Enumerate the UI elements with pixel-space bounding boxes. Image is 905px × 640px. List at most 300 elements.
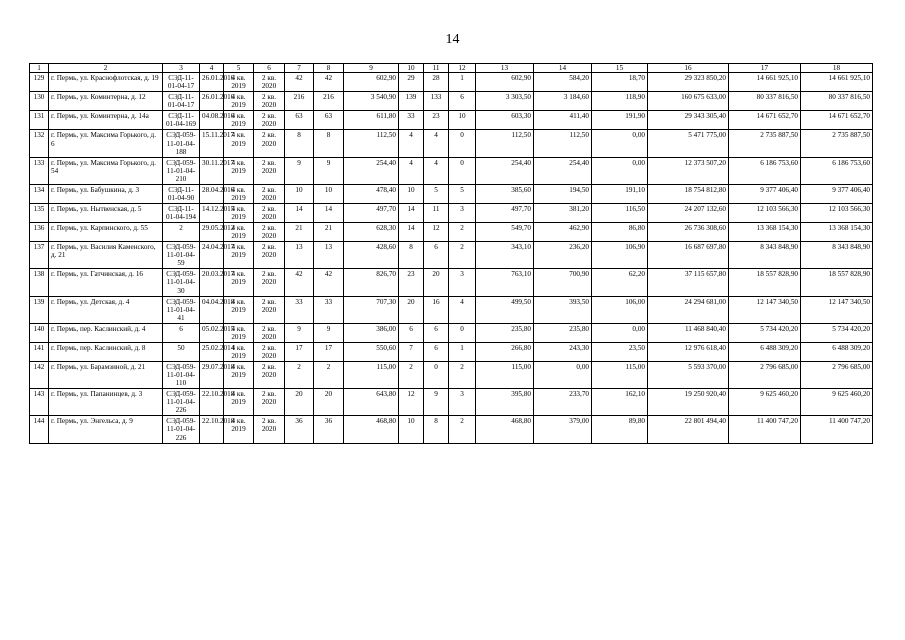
- rooms-private-cell: 28: [424, 73, 449, 92]
- area-resettled-cell: 266,80: [476, 342, 534, 361]
- table-row: [30, 296, 873, 323]
- area-private-cell: 112,50: [534, 130, 592, 157]
- total-area-cell: 707,30: [344, 296, 399, 323]
- total-area-cell: 386,00: [344, 323, 399, 342]
- table-row: [30, 362, 873, 389]
- rooms-total-cell: 29: [399, 73, 424, 92]
- cost-budget-cell: 2 796 685,00: [801, 362, 873, 389]
- area-private-cell: 411,40: [534, 111, 592, 130]
- residents-resettled-cell: 14: [314, 203, 344, 222]
- actual-resettlement-cell: 2 кв. 2020: [254, 157, 285, 184]
- area-private-cell: 379,00: [534, 416, 592, 443]
- rooms-private-cell: 9: [424, 389, 449, 416]
- rooms-total-cell: 14: [399, 203, 424, 222]
- cost-fund-cell: 13 368 154,30: [729, 223, 801, 242]
- table-row: [30, 342, 873, 361]
- document-number-cell: СЭД-11-01-04-169: [163, 111, 200, 130]
- row-number-cell: 129: [30, 73, 49, 92]
- column-number-cell: 9: [344, 64, 399, 73]
- cost-fund-cell: 11 400 747,20: [729, 416, 801, 443]
- rooms-private-cell: 4: [424, 157, 449, 184]
- residents-count-cell: 10: [285, 184, 314, 203]
- table-row: [30, 184, 873, 203]
- document-date-cell: 30.11.2017: [200, 157, 224, 184]
- actual-resettlement-cell: 2 кв. 2020: [254, 130, 285, 157]
- rooms-municipal-cell: 3: [449, 389, 476, 416]
- document-date-cell: 22.10.2018: [200, 416, 224, 443]
- address-cell: г. Пермь, пер. Каслинский, д. 8: [49, 342, 163, 361]
- residents-resettled-cell: 20: [314, 389, 344, 416]
- table-row: [30, 92, 873, 111]
- area-private-cell: 381,20: [534, 203, 592, 222]
- cost-total-cell: 37 115 657,80: [648, 269, 729, 296]
- cost-budget-cell: 6 488 309,20: [801, 342, 873, 361]
- area-resettled-cell: 115,00: [476, 362, 534, 389]
- document-date-cell: 04.04.2018: [200, 296, 224, 323]
- cost-fund-cell: 2 796 685,00: [729, 362, 801, 389]
- area-private-cell: 584,20: [534, 73, 592, 92]
- row-number-cell: 139: [30, 296, 49, 323]
- planned-resettlement-cell: 4 кв. 2019: [224, 223, 254, 242]
- row-number-cell: 130: [30, 92, 49, 111]
- row-number-cell: 142: [30, 362, 49, 389]
- document-number-cell: СЭД-059-11-01-04-59: [163, 242, 200, 269]
- rooms-total-cell: 23: [399, 269, 424, 296]
- rooms-municipal-cell: 3: [449, 269, 476, 296]
- residents-resettled-cell: 8: [314, 130, 344, 157]
- table-row: [30, 73, 873, 92]
- area-private-cell: 462,90: [534, 223, 592, 242]
- planned-resettlement-cell: 4 кв. 2019: [224, 92, 254, 111]
- table-row: [30, 416, 873, 443]
- residents-count-cell: 33: [285, 296, 314, 323]
- document-number-cell: СЭД-11-01-04-90: [163, 184, 200, 203]
- rooms-municipal-cell: 10: [449, 111, 476, 130]
- area-resettled-cell: 343,10: [476, 242, 534, 269]
- actual-resettlement-cell: 2 кв. 2020: [254, 111, 285, 130]
- residents-count-cell: 21: [285, 223, 314, 242]
- residents-count-cell: 13: [285, 242, 314, 269]
- column-number-cell: 2: [49, 64, 163, 73]
- residents-count-cell: 9: [285, 157, 314, 184]
- row-number-cell: 134: [30, 184, 49, 203]
- address-cell: г. Пермь, ул. Барамзиной, д. 21: [49, 362, 163, 389]
- area-municipal-cell: 191,90: [592, 111, 648, 130]
- rooms-total-cell: 10: [399, 416, 424, 443]
- area-municipal-cell: 0,00: [592, 157, 648, 184]
- document-number-cell: 2: [163, 223, 200, 242]
- rooms-municipal-cell: 0: [449, 323, 476, 342]
- rooms-total-cell: 20: [399, 296, 424, 323]
- register-table: [29, 63, 873, 444]
- address-cell: г. Пермь, ул. Нытвенская, д. 5: [49, 203, 163, 222]
- rooms-private-cell: 12: [424, 223, 449, 242]
- actual-resettlement-cell: 2 кв. 2020: [254, 342, 285, 361]
- table-row: [30, 223, 873, 242]
- cost-budget-cell: 6 186 753,60: [801, 157, 873, 184]
- total-area-cell: 3 540,90: [344, 92, 399, 111]
- planned-resettlement-cell: 4 кв. 2019: [224, 362, 254, 389]
- rooms-private-cell: 6: [424, 342, 449, 361]
- column-number-cell: 13: [476, 64, 534, 73]
- table-row: [30, 242, 873, 269]
- column-number-cell: 8: [314, 64, 344, 73]
- rooms-total-cell: 33: [399, 111, 424, 130]
- cost-fund-cell: 6 186 753,60: [729, 157, 801, 184]
- document-date-cell: 26.01.2016: [200, 92, 224, 111]
- actual-resettlement-cell: 2 кв. 2020: [254, 416, 285, 443]
- row-number-cell: 140: [30, 323, 49, 342]
- total-area-cell: 112,50: [344, 130, 399, 157]
- rooms-private-cell: 0: [424, 362, 449, 389]
- address-cell: г. Пермь, ул. Энгельса, д. 9: [49, 416, 163, 443]
- row-number-cell: 131: [30, 111, 49, 130]
- area-resettled-cell: 602,90: [476, 73, 534, 92]
- actual-resettlement-cell: 2 кв. 2020: [254, 242, 285, 269]
- planned-resettlement-cell: 4 кв. 2019: [224, 184, 254, 203]
- row-number-cell: 136: [30, 223, 49, 242]
- rooms-private-cell: 20: [424, 269, 449, 296]
- rooms-municipal-cell: 2: [449, 416, 476, 443]
- residents-count-cell: 8: [285, 130, 314, 157]
- row-number-cell: 141: [30, 342, 49, 361]
- area-resettled-cell: 395,80: [476, 389, 534, 416]
- residents-count-cell: 14: [285, 203, 314, 222]
- actual-resettlement-cell: 2 кв. 2020: [254, 92, 285, 111]
- area-municipal-cell: 162,10: [592, 389, 648, 416]
- address-cell: г. Пермь, ул. Детская, д. 4: [49, 296, 163, 323]
- residents-resettled-cell: 2: [314, 362, 344, 389]
- column-number-cell: 1: [30, 64, 49, 73]
- rooms-total-cell: 10: [399, 184, 424, 203]
- actual-resettlement-cell: 2 кв. 2020: [254, 269, 285, 296]
- area-municipal-cell: 89,80: [592, 416, 648, 443]
- area-municipal-cell: 191,10: [592, 184, 648, 203]
- planned-resettlement-cell: 4 кв. 2019: [224, 389, 254, 416]
- total-area-cell: 602,90: [344, 73, 399, 92]
- address-cell: г. Пермь, ул. Василия Каменского, д. 21: [49, 242, 163, 269]
- cost-budget-cell: 5 734 420,20: [801, 323, 873, 342]
- area-municipal-cell: 118,90: [592, 92, 648, 111]
- address-cell: г. Пермь, ул. Карпинского, д. 55: [49, 223, 163, 242]
- rooms-municipal-cell: 6: [449, 92, 476, 111]
- rooms-private-cell: 16: [424, 296, 449, 323]
- area-private-cell: 0,00: [534, 362, 592, 389]
- address-cell: г. Пермь, ул. Краснофлотская, д. 19: [49, 73, 163, 92]
- total-area-cell: 628,30: [344, 223, 399, 242]
- residents-count-cell: 20: [285, 389, 314, 416]
- column-number-cell: 14: [534, 64, 592, 73]
- column-number-cell: 16: [648, 64, 729, 73]
- residents-count-cell: 17: [285, 342, 314, 361]
- area-private-cell: 254,40: [534, 157, 592, 184]
- residents-count-cell: 2: [285, 362, 314, 389]
- column-number-cell: 4: [200, 64, 224, 73]
- cost-fund-cell: 14 661 925,10: [729, 73, 801, 92]
- area-resettled-cell: 385,60: [476, 184, 534, 203]
- rooms-municipal-cell: 1: [449, 73, 476, 92]
- planned-resettlement-cell: 4 кв. 2019: [224, 323, 254, 342]
- cost-fund-cell: 9 625 460,20: [729, 389, 801, 416]
- column-number-cell: 10: [399, 64, 424, 73]
- total-area-cell: 643,80: [344, 389, 399, 416]
- rooms-total-cell: 2: [399, 362, 424, 389]
- total-area-cell: 478,40: [344, 184, 399, 203]
- cost-total-cell: 18 754 812,80: [648, 184, 729, 203]
- rooms-total-cell: 8: [399, 242, 424, 269]
- row-number-cell: 137: [30, 242, 49, 269]
- residents-resettled-cell: 21: [314, 223, 344, 242]
- rooms-municipal-cell: 2: [449, 362, 476, 389]
- table-row: [30, 130, 873, 157]
- residents-resettled-cell: 36: [314, 416, 344, 443]
- cost-fund-cell: 6 488 309,20: [729, 342, 801, 361]
- area-private-cell: 3 184,60: [534, 92, 592, 111]
- area-private-cell: 236,20: [534, 242, 592, 269]
- cost-total-cell: 16 687 697,80: [648, 242, 729, 269]
- actual-resettlement-cell: 2 кв. 2020: [254, 389, 285, 416]
- cost-fund-cell: 9 377 406,40: [729, 184, 801, 203]
- planned-resettlement-cell: 4 кв. 2019: [224, 296, 254, 323]
- cost-fund-cell: 8 343 848,90: [729, 242, 801, 269]
- table-row: [30, 111, 873, 130]
- rooms-municipal-cell: 4: [449, 296, 476, 323]
- cost-fund-cell: 12 103 566,30: [729, 203, 801, 222]
- residents-count-cell: 63: [285, 111, 314, 130]
- row-number-cell: 144: [30, 416, 49, 443]
- rooms-total-cell: 7: [399, 342, 424, 361]
- total-area-cell: 254,40: [344, 157, 399, 184]
- planned-resettlement-cell: 4 кв. 2019: [224, 416, 254, 443]
- residents-resettled-cell: 17: [314, 342, 344, 361]
- total-area-cell: 497,70: [344, 203, 399, 222]
- rooms-municipal-cell: 1: [449, 342, 476, 361]
- residents-resettled-cell: 42: [314, 73, 344, 92]
- planned-resettlement-cell: 4 кв. 2019: [224, 203, 254, 222]
- document-date-cell: 28.04.2016: [200, 184, 224, 203]
- area-resettled-cell: 3 303,50: [476, 92, 534, 111]
- address-cell: г. Пермь, пер. Каслинский, д. 4: [49, 323, 163, 342]
- area-private-cell: 393,50: [534, 296, 592, 323]
- area-resettled-cell: 549,70: [476, 223, 534, 242]
- cost-fund-cell: 12 147 340,50: [729, 296, 801, 323]
- document-number-cell: СЭД-059-11-01-04-41: [163, 296, 200, 323]
- actual-resettlement-cell: 2 кв. 2020: [254, 223, 285, 242]
- residents-resettled-cell: 42: [314, 269, 344, 296]
- area-private-cell: 243,30: [534, 342, 592, 361]
- total-area-cell: 550,60: [344, 342, 399, 361]
- document-date-cell: 05.02.2015: [200, 323, 224, 342]
- planned-resettlement-cell: 4 кв. 2019: [224, 242, 254, 269]
- residents-resettled-cell: 9: [314, 157, 344, 184]
- residents-resettled-cell: 9: [314, 323, 344, 342]
- document-date-cell: 04.08.2016: [200, 111, 224, 130]
- total-area-cell: 428,60: [344, 242, 399, 269]
- area-municipal-cell: 116,50: [592, 203, 648, 222]
- actual-resettlement-cell: 2 кв. 2020: [254, 296, 285, 323]
- document-number-cell: 6: [163, 323, 200, 342]
- cost-budget-cell: 18 557 828,90: [801, 269, 873, 296]
- residents-resettled-cell: 63: [314, 111, 344, 130]
- area-municipal-cell: 18,70: [592, 73, 648, 92]
- table-row: [30, 389, 873, 416]
- address-cell: г. Пермь, ул. Максима Горького, д. 54: [49, 157, 163, 184]
- row-number-cell: 133: [30, 157, 49, 184]
- rooms-private-cell: 4: [424, 130, 449, 157]
- cost-budget-cell: 8 343 848,90: [801, 242, 873, 269]
- area-resettled-cell: 254,40: [476, 157, 534, 184]
- residents-count-cell: 42: [285, 269, 314, 296]
- document-date-cell: 29.07.2018: [200, 362, 224, 389]
- cost-total-cell: 19 250 920,40: [648, 389, 729, 416]
- residents-resettled-cell: 13: [314, 242, 344, 269]
- column-number-cell: 5: [224, 64, 254, 73]
- address-cell: г. Пермь, ул. Коминтерна, д. 12: [49, 92, 163, 111]
- rooms-private-cell: 133: [424, 92, 449, 111]
- area-resettled-cell: 763,10: [476, 269, 534, 296]
- rooms-private-cell: 23: [424, 111, 449, 130]
- document-number-cell: СЭД-11-01-04-194: [163, 203, 200, 222]
- area-private-cell: 235,80: [534, 323, 592, 342]
- document-date-cell: 22.10.2018: [200, 389, 224, 416]
- actual-resettlement-cell: 2 кв. 2020: [254, 73, 285, 92]
- rooms-total-cell: 14: [399, 223, 424, 242]
- area-private-cell: 700,90: [534, 269, 592, 296]
- cost-budget-cell: 13 368 154,30: [801, 223, 873, 242]
- total-area-cell: 468,80: [344, 416, 399, 443]
- rooms-total-cell: 12: [399, 389, 424, 416]
- area-resettled-cell: 603,30: [476, 111, 534, 130]
- area-resettled-cell: 497,70: [476, 203, 534, 222]
- cost-total-cell: 29 343 305,40: [648, 111, 729, 130]
- cost-total-cell: 12 373 507,20: [648, 157, 729, 184]
- document-number-cell: СЭД-059-11-01-04-226: [163, 389, 200, 416]
- cost-fund-cell: 2 735 887,50: [729, 130, 801, 157]
- cost-total-cell: 26 736 308,60: [648, 223, 729, 242]
- area-private-cell: 233,70: [534, 389, 592, 416]
- document-number-cell: СЭД-11-01-04-17: [163, 73, 200, 92]
- area-municipal-cell: 62,20: [592, 269, 648, 296]
- cost-fund-cell: 5 734 420,20: [729, 323, 801, 342]
- rooms-private-cell: 5: [424, 184, 449, 203]
- area-municipal-cell: 106,90: [592, 242, 648, 269]
- table-row: [30, 203, 873, 222]
- residents-count-cell: 216: [285, 92, 314, 111]
- rooms-municipal-cell: 2: [449, 223, 476, 242]
- column-number-cell: 3: [163, 64, 200, 73]
- document-number-cell: СЭД-11-01-04-17: [163, 92, 200, 111]
- area-private-cell: 194,50: [534, 184, 592, 203]
- area-resettled-cell: 468,80: [476, 416, 534, 443]
- column-number-cell: 15: [592, 64, 648, 73]
- actual-resettlement-cell: 2 кв. 2020: [254, 203, 285, 222]
- rooms-municipal-cell: 0: [449, 130, 476, 157]
- column-number-cell: 17: [729, 64, 801, 73]
- cost-total-cell: 160 675 633,00: [648, 92, 729, 111]
- residents-count-cell: 9: [285, 323, 314, 342]
- document-date-cell: 14.12.2015: [200, 203, 224, 222]
- rooms-private-cell: 6: [424, 323, 449, 342]
- document-number-cell: СЭД-059-11-01-04-30: [163, 269, 200, 296]
- row-number-cell: 143: [30, 389, 49, 416]
- cost-budget-cell: 9 377 406,40: [801, 184, 873, 203]
- cost-fund-cell: 14 671 652,70: [729, 111, 801, 130]
- document-date-cell: 24.04.2017: [200, 242, 224, 269]
- planned-resettlement-cell: 4 кв. 2019: [224, 269, 254, 296]
- cost-budget-cell: 14 661 925,10: [801, 73, 873, 92]
- document-date-cell: 29.05.2012: [200, 223, 224, 242]
- planned-resettlement-cell: 4 кв. 2019: [224, 157, 254, 184]
- table-row: [30, 157, 873, 184]
- rooms-municipal-cell: 2: [449, 242, 476, 269]
- cost-total-cell: 12 976 618,40: [648, 342, 729, 361]
- residents-resettled-cell: 33: [314, 296, 344, 323]
- column-number-cell: 11: [424, 64, 449, 73]
- cost-budget-cell: 9 625 460,20: [801, 389, 873, 416]
- residents-resettled-cell: 10: [314, 184, 344, 203]
- rooms-private-cell: 8: [424, 416, 449, 443]
- cost-fund-cell: 80 337 816,50: [729, 92, 801, 111]
- residents-resettled-cell: 216: [314, 92, 344, 111]
- rooms-total-cell: 4: [399, 157, 424, 184]
- planned-resettlement-cell: 4 кв. 2019: [224, 111, 254, 130]
- area-municipal-cell: 0,00: [592, 130, 648, 157]
- area-municipal-cell: 106,00: [592, 296, 648, 323]
- row-number-cell: 138: [30, 269, 49, 296]
- rooms-municipal-cell: 0: [449, 157, 476, 184]
- planned-resettlement-cell: 4 кв. 2019: [224, 342, 254, 361]
- column-number-cell: 7: [285, 64, 314, 73]
- document-number-cell: СЭД-059-11-01-04-110: [163, 362, 200, 389]
- document-number-cell: СЭД-059-11-01-04-210: [163, 157, 200, 184]
- area-municipal-cell: 0,00: [592, 323, 648, 342]
- document-date-cell: 20.03.2017: [200, 269, 224, 296]
- total-area-cell: 826,70: [344, 269, 399, 296]
- cost-budget-cell: 80 337 816,50: [801, 92, 873, 111]
- cost-budget-cell: 2 735 887,50: [801, 130, 873, 157]
- document-date-cell: 26.01.2016: [200, 73, 224, 92]
- area-resettled-cell: 499,50: [476, 296, 534, 323]
- table-row: [30, 323, 873, 342]
- rooms-municipal-cell: 5: [449, 184, 476, 203]
- rooms-total-cell: 139: [399, 92, 424, 111]
- residents-count-cell: 42: [285, 73, 314, 92]
- cost-budget-cell: 14 671 652,70: [801, 111, 873, 130]
- area-municipal-cell: 23,50: [592, 342, 648, 361]
- cost-fund-cell: 18 557 828,90: [729, 269, 801, 296]
- actual-resettlement-cell: 2 кв. 2020: [254, 323, 285, 342]
- cost-total-cell: 5 593 370,00: [648, 362, 729, 389]
- cost-budget-cell: 11 400 747,20: [801, 416, 873, 443]
- column-number-cell: 12: [449, 64, 476, 73]
- area-municipal-cell: 86,80: [592, 223, 648, 242]
- actual-resettlement-cell: 2 кв. 2020: [254, 362, 285, 389]
- rooms-municipal-cell: 3: [449, 203, 476, 222]
- table-row: [30, 269, 873, 296]
- cost-budget-cell: 12 147 340,50: [801, 296, 873, 323]
- total-area-cell: 115,00: [344, 362, 399, 389]
- row-number-cell: 132: [30, 130, 49, 157]
- rooms-private-cell: 6: [424, 242, 449, 269]
- rooms-private-cell: 11: [424, 203, 449, 222]
- rooms-total-cell: 6: [399, 323, 424, 342]
- document-date-cell: 25.02.2014: [200, 342, 224, 361]
- planned-resettlement-cell: 4 кв. 2019: [224, 130, 254, 157]
- actual-resettlement-cell: 2 кв. 2020: [254, 184, 285, 203]
- cost-total-cell: 24 294 681,00: [648, 296, 729, 323]
- residents-count-cell: 36: [285, 416, 314, 443]
- document-number-cell: СЭД-059-11-01-04-188: [163, 130, 200, 157]
